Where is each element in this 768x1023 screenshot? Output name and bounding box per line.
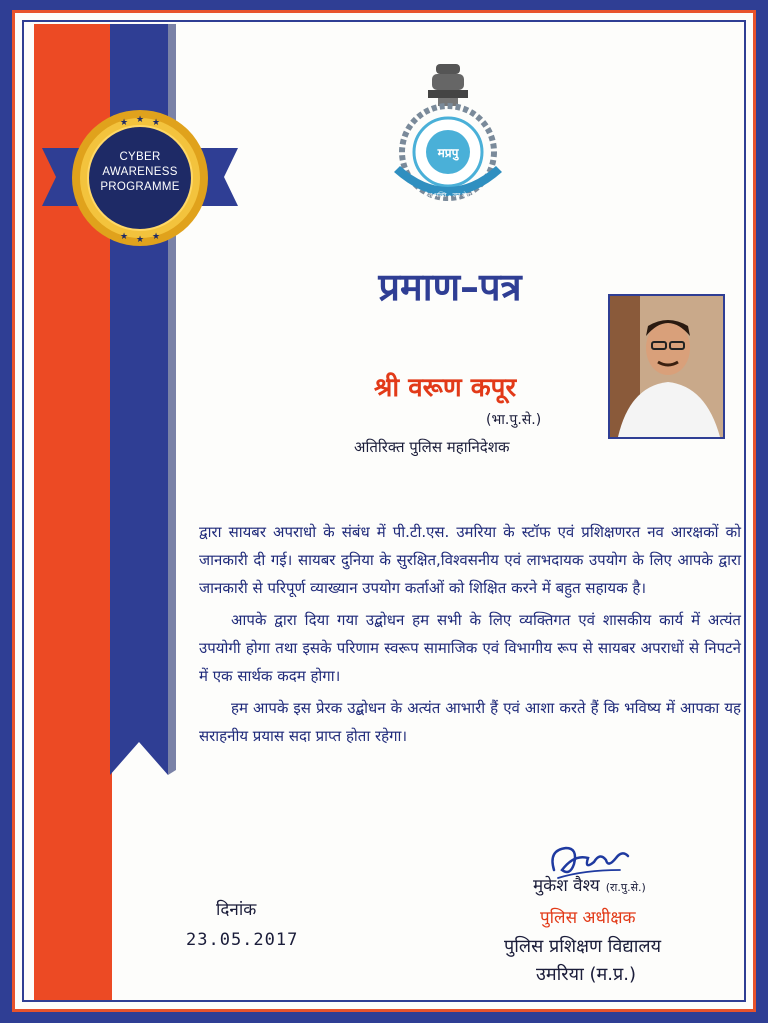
emblem-motto: देश भक्ति - जन सेवा — [424, 192, 472, 199]
certificate-title: प्रमाण–पत्र — [378, 265, 522, 309]
body-paragraph-3: हम आपके इस प्रेरक उद्बोधन के अत्यंत आभारी हैं एवं आशा करते हैं कि भविष्य में आपका यह सराहनीय प्रयास सदा प्राप्त होता रहेगा। — [199, 699, 741, 745]
date-value: 23.05.2017 — [186, 930, 299, 950]
badge-text — [88, 150, 192, 195]
signatory-name: मुकेश वैश्य — [533, 876, 600, 896]
badge-line-3: PROGRAMME — [100, 181, 180, 193]
body-paragraph-2: आपके द्वारा दिया गया उद्बोधन हम सभी के लिए व्यक्तिगत एवं शासकीय कार्य में अत्यंत उपयोगी होगा तथा इसके परिणाम स्वरूप सामाजिक एवं विभागीय रूप से सायबर अपराधों से निपटने में एक सार्थक कदम होगा। — [199, 611, 741, 685]
svg-text:★: ★ — [151, 232, 161, 242]
honoree-service: (भा.पु.से.) — [486, 412, 542, 428]
mp-police-emblem — [386, 62, 510, 212]
signatory-office: पुलिस प्रशिक्षण विद्यालय — [504, 936, 662, 957]
certificate-body — [199, 518, 741, 754]
signatory-post: पुलिस अधीक्षक — [540, 908, 636, 928]
badge-line-1: CYBER — [119, 151, 161, 163]
signatory-service: (रा.पु.से.) — [605, 881, 646, 894]
svg-text:★: ★ — [135, 235, 145, 245]
emblem-monogram: मप्रपु — [437, 146, 459, 160]
signatory-city: उमरिया (म.प्र.) — [536, 964, 636, 985]
svg-text:★: ★ — [119, 118, 129, 128]
body-paragraph-1: द्वारा सायबर अपराधो के संबंध में पी.टी.एस. उमरिया के स्टॉफ एवं प्रशिक्षणरत नव आरक्षकों को जानकारी दी गई। सायबर दुनिया के सुरक्षित,विश्वसनीय एवं लाभदायक उपयोग के लिए आपके द्वारा जानकारी से परिपूर्ण व्याख्यान उपयोग कर्ताओं को शिक्षित करने में बहुत सहायक है। — [199, 523, 741, 597]
svg-text:★: ★ — [151, 118, 161, 128]
honoree-name: श्री वरूण कपूर — [374, 373, 517, 403]
badge-star: ★ — [135, 115, 145, 125]
ashoka-lion-capital-icon — [428, 64, 468, 106]
honoree-designation: अतिरिक्त पुलिस महानिदेशक — [354, 438, 510, 456]
svg-text:★: ★ — [119, 232, 129, 242]
signatory-name-line — [533, 874, 646, 900]
date-label: दिनांक — [216, 900, 257, 920]
badge-line-2: AWARENESS — [102, 166, 178, 178]
honoree-photo — [608, 294, 725, 439]
